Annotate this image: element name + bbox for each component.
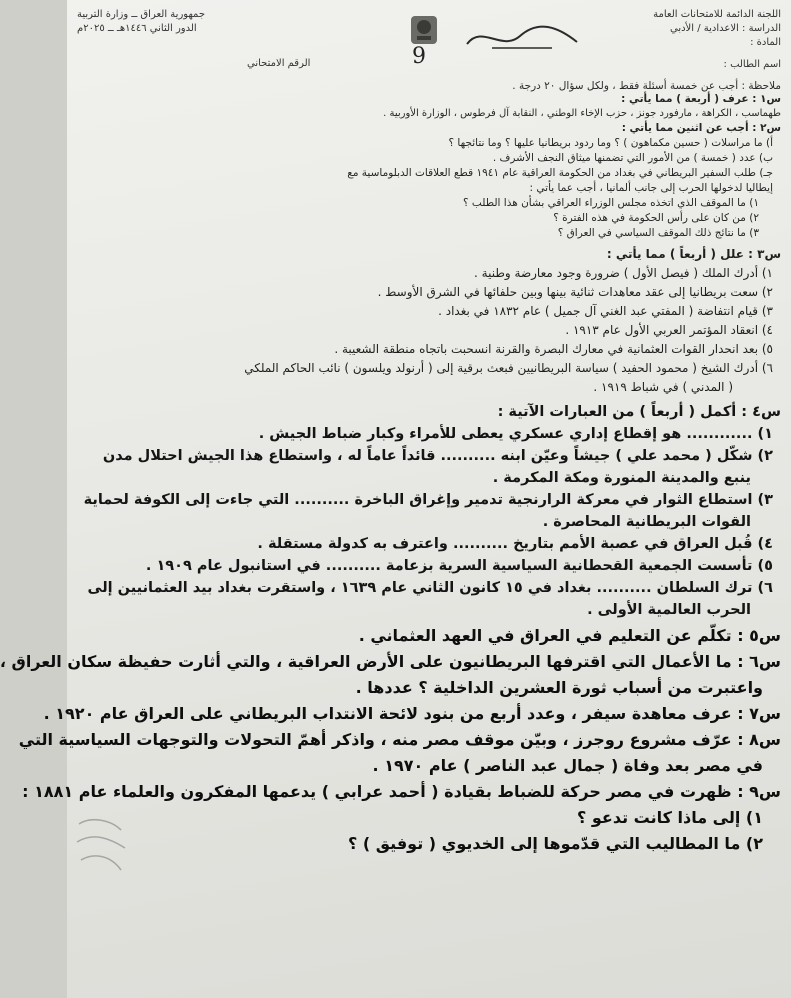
question-4-head: س٤ : أكمل ( أربعاً ) من العبارات الآتية : bbox=[497, 404, 781, 420]
question-3 bbox=[77, 245, 781, 397]
question-7-line: س٧ : عرف معاهدة سيفر ، وعدد أربع من بنود لائحة الانتداب البريطاني على العراق عام ١٩٢٠ . bbox=[43, 704, 781, 723]
study-line: الدراسة : الاعدادية / الأدبي bbox=[669, 23, 781, 34]
question-4 bbox=[77, 401, 781, 621]
ministry-line: جمهورية العراق ــ وزارة التربية bbox=[77, 9, 206, 20]
list-item: ٣) قيام انتفاضة ( المفتي عبد الغني آل جميل ) عام ١٨٣٢ في بغداد . bbox=[438, 304, 773, 318]
question-9-line: س٩ : ظهرت في مصر حركة للضباط بقيادة ( أحمد عرابي ) يدعمها المفكرون والعلماء عام ١٨٨١ : bbox=[22, 782, 781, 801]
handwritten-stamp-icon bbox=[71, 812, 131, 886]
question-6-line: س٦ : ما الأعمال التي اقترفها البريطانيون على الأرض العراقية ، والتي أثارت حفيظة سكان العراق ، bbox=[0, 652, 781, 671]
ministry-info bbox=[77, 8, 297, 36]
list-item: ينبع والمدينة المنورة ومكة المكرمة . bbox=[492, 470, 751, 486]
question-9-sub-item: ٢) ما المطاليب التي قدّموها إلى الخديوي ( توفيق ) ؟ bbox=[348, 834, 763, 853]
session-line: الدور الثاني ١٤٤٦هـ ــ ٢٠٢٥م bbox=[77, 23, 197, 34]
question-2-head: س٢ : أجب عن اثنين مما يأتي : bbox=[621, 122, 781, 134]
exam-header bbox=[77, 8, 781, 78]
subject-line: المادة : bbox=[750, 37, 781, 48]
question-8-line: في مصر بعد وفاة ( جمال عبد الناصر ) عام ١٩٧٠ . bbox=[372, 756, 763, 775]
list-item: ٣) استطاع الثوار في معركة الرارنجية تدمير وإغراق الباخرة .......... التي جاءت إلى الكوفة لحماية bbox=[83, 492, 773, 508]
list-item: ٥) تأسست الجمعية القحطانية السياسية السرية بزعامة .......... في استانبول عام ١٩٠٩ . bbox=[145, 558, 773, 574]
question-1-head: س١ : عرف ( أربعة ) مما يأتي : bbox=[621, 93, 781, 105]
list-item: ب) عدد ( خمسة ) من الأمور التي تضمنها ميثاق النجف الأشرف . bbox=[492, 152, 773, 164]
question-1 bbox=[77, 92, 781, 121]
committee-line: اللجنة الدائمة للامتحانات العامة bbox=[653, 9, 781, 20]
exam-note: ملاحظة : أجب عن خمسة أسئلة فقط ، ولكل سؤال ٢٠ درجة . bbox=[512, 80, 781, 92]
list-item: ( المدني ) في شباط ١٩١٩ . bbox=[593, 380, 733, 394]
question-2 bbox=[77, 121, 781, 241]
student-name-label: اسم الطالب : bbox=[723, 59, 781, 70]
question-2-items bbox=[77, 136, 781, 241]
list-item: ١) أدرك الملك ( فيصل الأول ) ضرورة وجود معارضة وطنية . bbox=[474, 266, 773, 280]
exam-number-value: 9 bbox=[412, 44, 426, 69]
list-item: القوات البريطانية المحاصرة . bbox=[542, 514, 751, 530]
questions-5-to-9 bbox=[0, 623, 781, 857]
list-item: ٦) أدرك الشيخ ( محمود الحفيد ) سياسة البريطانيين فبعث برقية إلى ( أرنولد ويلسون ) نائب الحاكم الملكي bbox=[244, 361, 773, 375]
exam-number-label: الرقم الامتحاني bbox=[247, 58, 311, 69]
question-1-terms: طهماسب ، الكراهة ، مارفورد جونز ، حزب الإخاء الوطني ، النقابة آل فرطوس ، الوزارة الأوربية . bbox=[383, 108, 781, 119]
question-4-items bbox=[77, 423, 781, 621]
ministry-emblem-icon bbox=[404, 12, 444, 48]
list-item: إيطاليا لدخولها الحرب إلى جانب ألمانيا ، أجب عما يأتي : bbox=[529, 182, 773, 194]
list-item: ٣) ما نتائج ذلك الموقف السياسي في العراق ؟ bbox=[557, 227, 759, 239]
question-8-line: س٨ : عرّف مشروع روجرز ، وبيّن موقف مصر منه ، واذكر أهمّ التحولات والتوجهات السياسية التي bbox=[18, 730, 781, 749]
handwritten-signature bbox=[462, 14, 582, 62]
committee-info bbox=[551, 8, 781, 72]
list-item: ١) ما الموقف الذي اتخذه مجلس الوزراء العراقي بشأن هذا الطلب ؟ bbox=[463, 197, 759, 209]
list-item: ١) ............ هو إقطاع إداري عسكري يعطى للأمراء وكبار ضباط الجيش . bbox=[258, 426, 773, 442]
list-item: ٤) قُبل العراق في عصبة الأمم بتاريخ .......... واعترف به كدولة مستقلة . bbox=[257, 536, 773, 552]
list-item: أ) ما مراسلات ( حسين مكماهون ) ؟ وما ردود بريطانيا عليها ؟ وما نتائجها ؟ bbox=[448, 137, 773, 149]
list-item: ٢) من كان على رأس الحكومة في هذه الفترة ؟ bbox=[553, 212, 759, 224]
list-item: ٢) شكّل ( محمد علي ) جيشاً وعيّن ابنه .......... قائداً عاماً له ، واستطاع هذا الجيش احتلال مدن bbox=[102, 448, 773, 464]
list-item: ٤) انعقاد المؤتمر العربي الأول عام ١٩١٣ . bbox=[565, 323, 773, 337]
list-item: ٥) بعد انحدار القوات العثمانية في معارك البصرة والقرنة انسحبت باتجاه منطقة الشعيبة . bbox=[334, 342, 773, 356]
list-item: الحرب العالمية الأولى . bbox=[587, 602, 751, 618]
question-3-items bbox=[77, 264, 781, 397]
question-5-line: س٥ : تكلّم عن التعليم في العراق في العهد العثماني . bbox=[358, 626, 781, 645]
list-item: جـ) طلب السفير البريطاني في بغداد من الحكومة العراقية عام ١٩٤١ قطع العلاقات الدبلوماسية مع bbox=[347, 167, 773, 179]
question-3-head: س٣ : علل ( أربعاً ) مما يأتي : bbox=[606, 247, 781, 261]
question-6-line: واعتبرت من أسباب ثورة العشرين الداخلية ؟ عددها . bbox=[355, 678, 763, 697]
question-9-sub-item: ١) إلى ماذا كانت تدعو ؟ bbox=[577, 808, 763, 827]
list-item: ٢) سعت بريطانيا إلى عقد معاهدات ثنائية بينها وبين حلفائها في الشرق الأوسط . bbox=[377, 285, 773, 299]
list-item: ٦) ترك السلطان .......... بغداد في ١٥ كانون الثاني عام ١٦٣٩ ، واستقرت بغداد بيد العثمانيين إلى bbox=[87, 580, 773, 596]
